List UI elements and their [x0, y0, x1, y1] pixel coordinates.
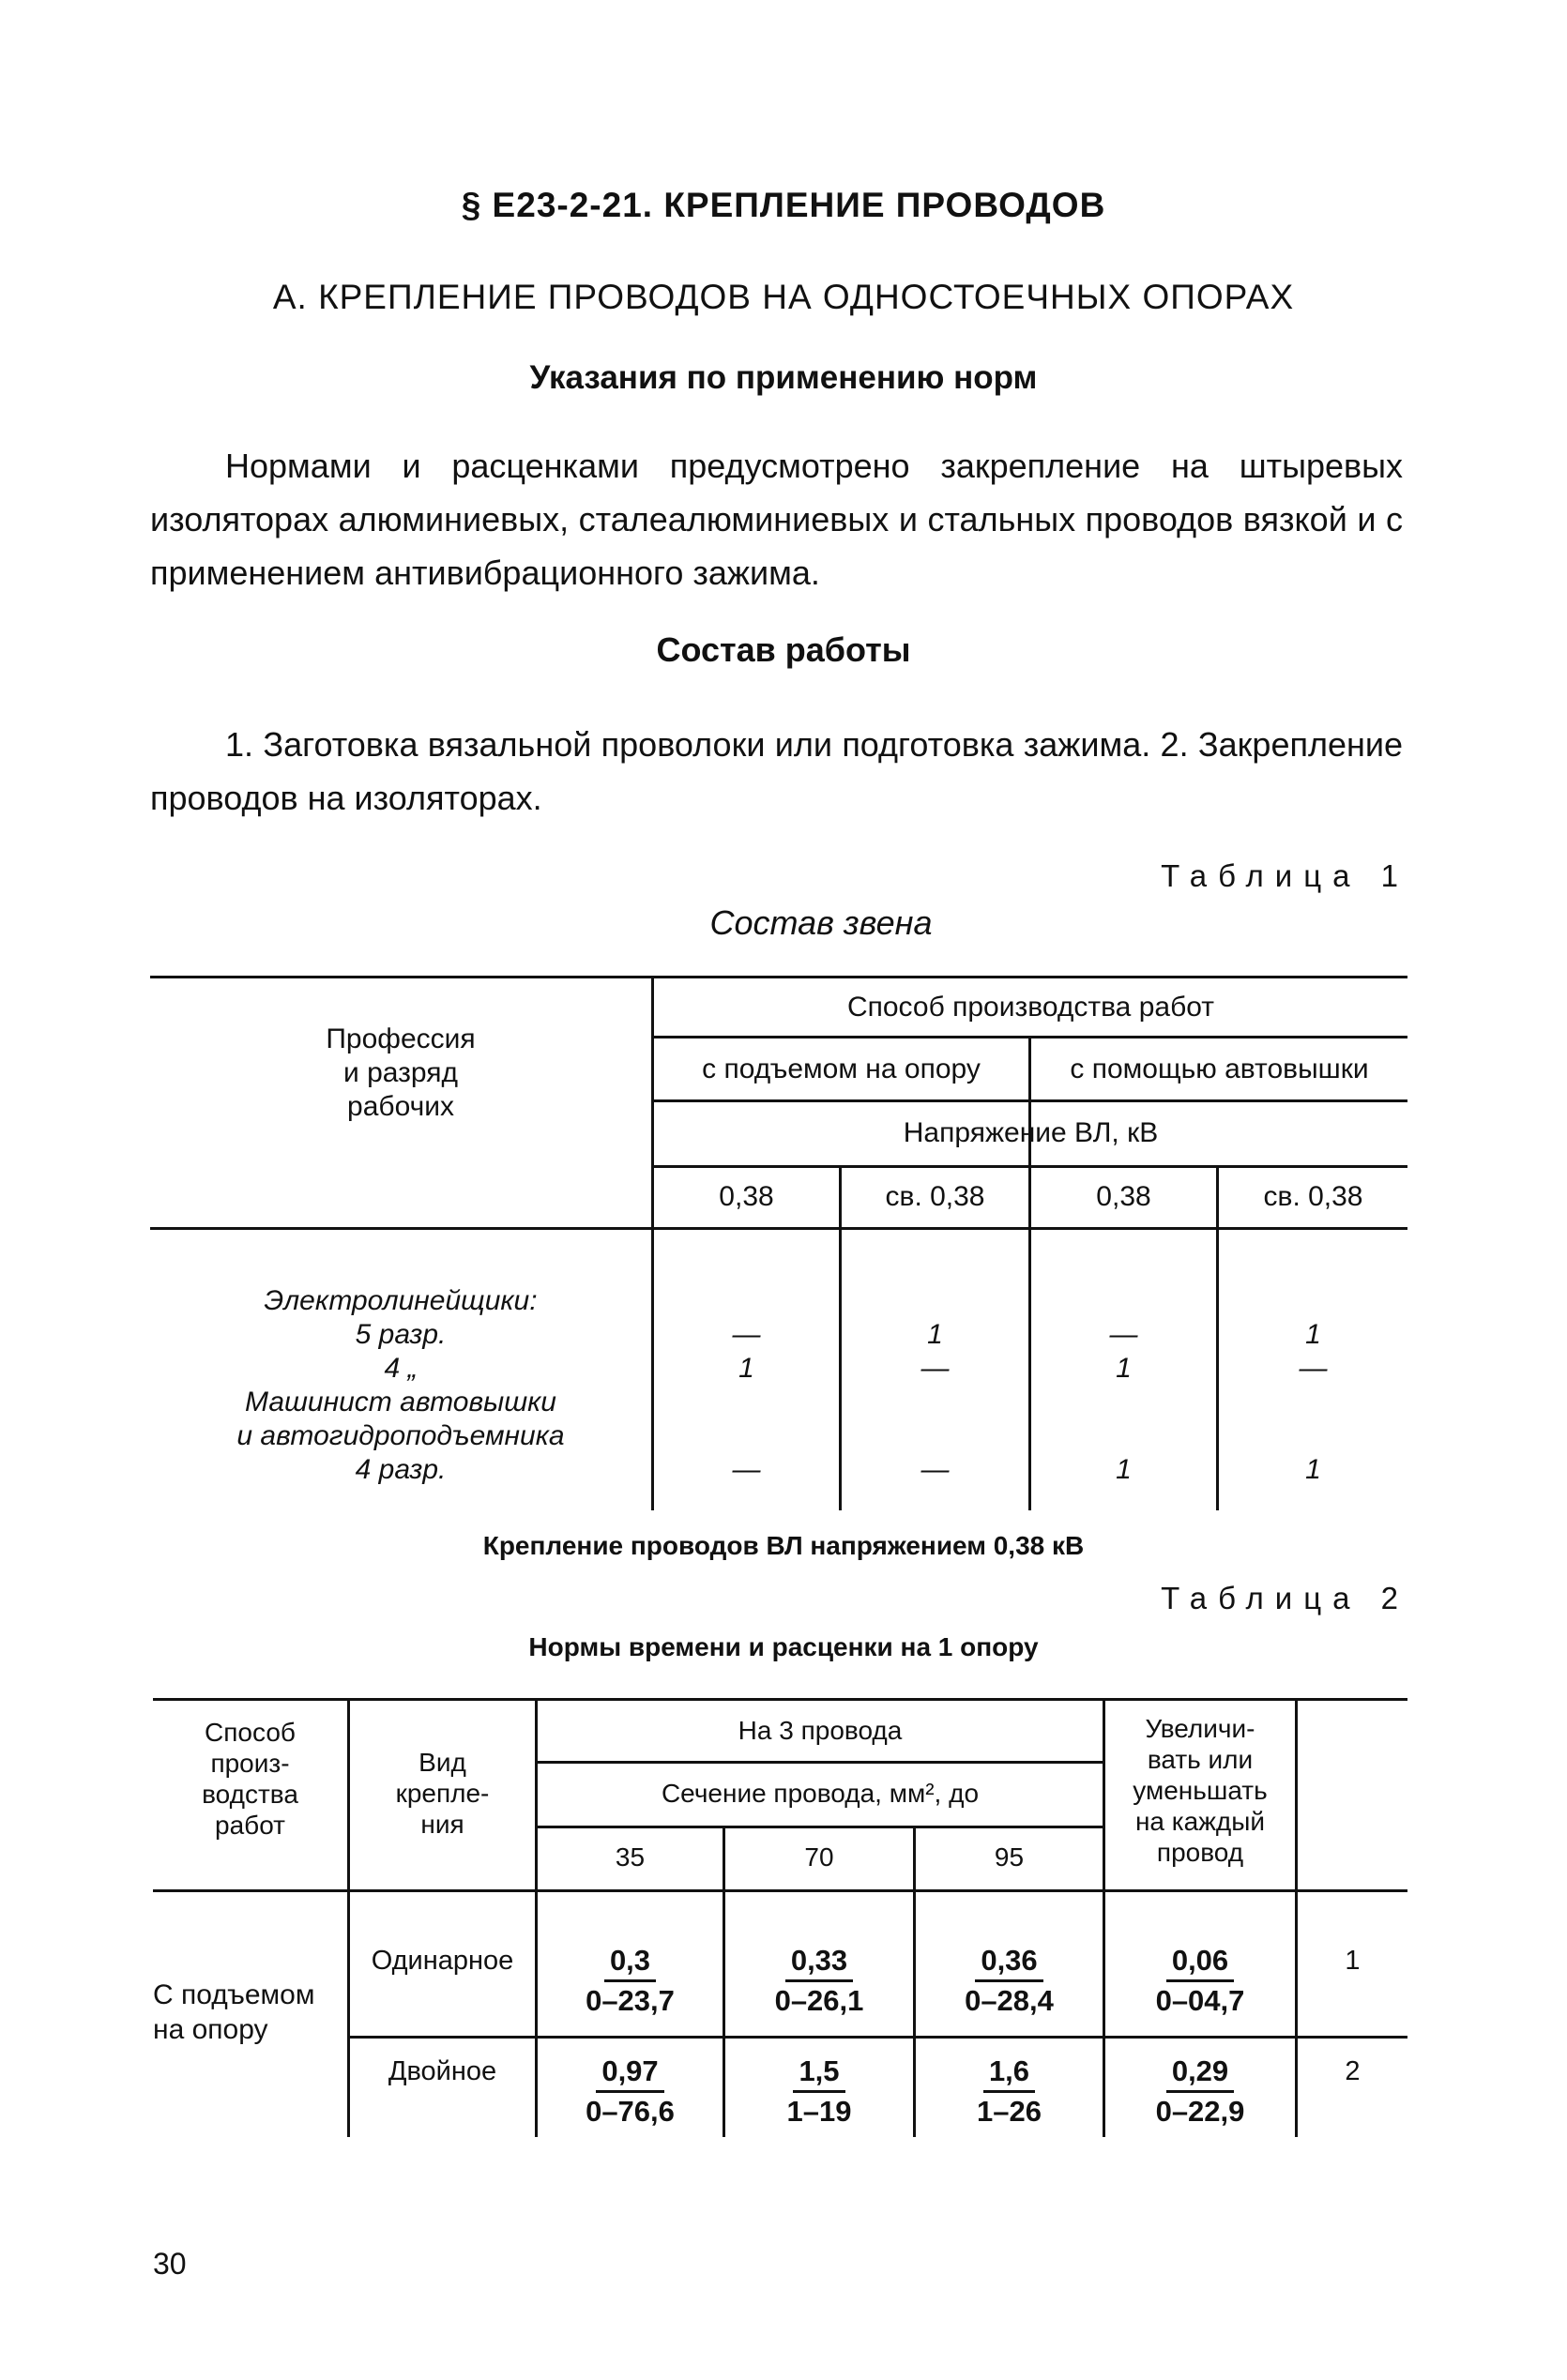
table2-change-header: Увеличи- вать или уменьшать на каждый провод — [1133, 1714, 1268, 1867]
table2-row1-change — [1105, 1944, 1295, 2018]
table2-row1-70-price: 0–26,1 — [774, 1984, 864, 2017]
table2-row2-change-norm: 0,29 — [1166, 2054, 1234, 2093]
table1-column-1-values: — 1 — — [732, 1319, 761, 1485]
table2-row2-number: 2 — [1345, 2056, 1361, 2086]
table2-section-70: 70 — [804, 1842, 834, 1872]
subsection-title: А. КРЕПЛЕНИЕ ПРОВОДОВ НА ОДНОСТОЕЧНЫХ ОПОРАХ — [272, 278, 1295, 316]
table2-row2-70-norm: 1,5 — [793, 2054, 844, 2093]
table1-voltage-3: 0,38 — [1096, 1181, 1151, 1212]
table1-column-4-values: 1 — 1 — [1299, 1319, 1328, 1485]
table2-row2-95-norm: 1,6 — [983, 2054, 1035, 2093]
table2-row1-95 — [916, 1944, 1103, 2018]
table2-row2-70 — [725, 2054, 913, 2129]
table2-row1-70 — [725, 1944, 913, 2018]
table2-row1-95-price: 0–28,4 — [965, 1984, 1054, 2017]
guidelines-paragraph: Нормами и расценками предусмотрено закрепление на штыревых изоляторах алюминиевых, сталеалюминиевых и стальных проводов вязкой и с применением антивибрационного зажима. — [150, 447, 1403, 592]
table2-method-header: Способ произ- водства работ — [202, 1718, 298, 1840]
table2-row2-35-norm: 0,97 — [596, 2054, 663, 2093]
table1-voltage-2: св. 0,38 — [885, 1181, 985, 1212]
work-paragraph: 1. Заготовка вязальной проволоки или подготовка зажима. 2. Закрепление проводов на изоляторах. — [150, 725, 1403, 817]
table2-row1-70-norm: 0,33 — [785, 1944, 853, 1982]
table2-row2-change-price: 0–22,9 — [1155, 2095, 1245, 2128]
table1-profession-header: Профессия и разряд рабочих — [326, 1023, 476, 1122]
table1-caption: Состав звена — [709, 903, 933, 942]
table1-lift-header: с подъемом на опору — [702, 1054, 981, 1084]
table2-method-value: С подъемом на опору — [153, 1979, 315, 2045]
table2-row1-change-norm: 0,06 — [1166, 1944, 1234, 1982]
table1-column-3-values: — 1 1 — [1109, 1319, 1138, 1485]
table2-row2-95 — [916, 2054, 1103, 2129]
table1-method-header: Способ производства работ — [846, 992, 1215, 1023]
section-title: § Е23-2-21. КРЕПЛЕНИЕ ПРОВОДОВ — [461, 186, 1106, 224]
table1-row-labels: Электролинейщики: 5 разр. 4 „ Машинист автовышки и автогидроподъемника 4 разр. — [236, 1285, 565, 1485]
table1-label: Таблица 1 — [1161, 858, 1409, 893]
table2-row2-95-price: 1–26 — [977, 2095, 1042, 2128]
table2-row1-95-norm: 0,36 — [975, 1944, 1042, 1982]
table1-voltage-4: св. 0,38 — [1263, 1181, 1363, 1212]
table2-row1-kind: Одинарное — [371, 1946, 514, 1976]
table2-section-35: 35 — [615, 1842, 646, 1872]
table2-label: Таблица 2 — [1161, 1581, 1409, 1615]
page-number: 30 — [153, 2247, 187, 2281]
work-heading: Состав работы — [656, 630, 911, 669]
table1-tower-header: с помощью автовышки — [1070, 1054, 1369, 1084]
guidelines-heading: Указания по применению норм — [529, 359, 1038, 396]
table2-row2-change — [1105, 2054, 1295, 2129]
table2-three-wires-header: На 3 провода — [738, 1716, 903, 1745]
table1-voltage-header: Напряжение ВЛ, кВ — [903, 1117, 1159, 1148]
table2-row1-change-price: 0–04,7 — [1155, 1984, 1245, 2017]
table2-row1-number: 1 — [1345, 1946, 1361, 1976]
table1-column-2-values: 1 — — — [920, 1319, 950, 1485]
table2-caption: Нормы времени и расценки на 1 опору — [528, 1632, 1039, 1661]
table2-row2-35 — [538, 2054, 723, 2129]
table2-row2-35-price: 0–76,6 — [586, 2095, 675, 2128]
table2-row1-35 — [538, 1944, 723, 2018]
subtitle-038: Крепление проводов ВЛ напряжением 0,38 кВ — [482, 1531, 1085, 1560]
table1-voltage-1: 0,38 — [719, 1181, 774, 1212]
table2-kind-header: Вид крепле- ния — [395, 1748, 490, 1839]
table2-row2-70-price: 1–19 — [786, 2095, 852, 2128]
table2-section-header: Сечение провода, мм², до — [661, 1779, 980, 1808]
table2-section-95: 95 — [994, 1842, 1025, 1872]
table2-row1-35-price: 0–23,7 — [586, 1984, 675, 2017]
table2-row1-35-norm: 0,3 — [604, 1944, 656, 1982]
table2-row2-kind: Двойное — [388, 2056, 497, 2086]
